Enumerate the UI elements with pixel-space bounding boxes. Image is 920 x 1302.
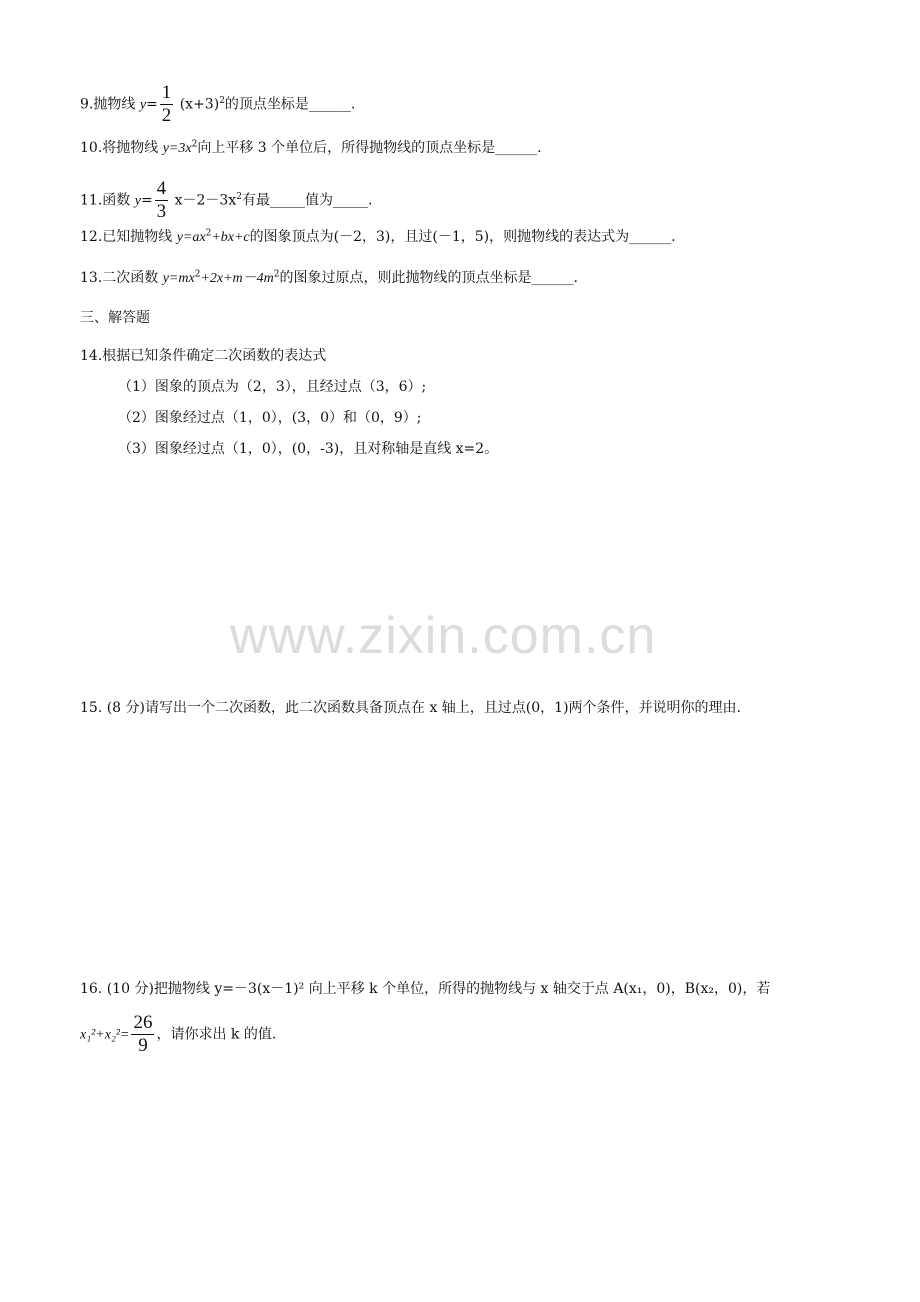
question-16-line-2 <box>80 1012 276 1057</box>
q11-text-1: 函数 <box>102 192 135 209</box>
q16-fraction-denominator: 9 <box>138 1035 148 1056</box>
q11-var-y: y <box>134 193 141 209</box>
q13-exponent-1: 2 <box>194 269 201 280</box>
question-11 <box>80 178 372 223</box>
question-16-line-1: 16. (10 分)把抛物线 y=－3(x－1)² 向上平移 k 个单位，所得的抛物线与 x 轴交于点 A(x₁，0)，B(x₂，0)，若 <box>80 981 771 997</box>
q10-text-2: 向上平移 3 个单位后，所得抛物线的顶点坐标是______. <box>197 140 542 156</box>
question-10 <box>80 138 542 159</box>
q10-number: 10. <box>80 140 103 156</box>
q16-fraction-numerator: 26 <box>133 1012 153 1033</box>
q9-number: 9. <box>80 96 94 113</box>
q12-text-1: 已知抛物线 <box>102 229 177 245</box>
q10-exponent: 2 <box>191 139 198 150</box>
q16-text: ，请你求出 k 的值. <box>156 1026 277 1043</box>
q11-text-2: x－2－3x <box>170 192 237 209</box>
q11-number: 11. <box>80 192 103 209</box>
q12-expression-1: y=ax <box>176 230 206 245</box>
q9-var-y: y <box>139 97 147 113</box>
q11-text-3: 有最_____值为_____. <box>241 192 373 209</box>
q11-fraction-numerator: 4 <box>156 178 167 199</box>
watermark: www.zixin.com.cn <box>230 607 657 665</box>
q12-exponent: 2 <box>205 228 212 239</box>
question-14-title: 14.根据已知条件确定二次函数的表达式 <box>80 348 327 364</box>
q9-text-1: 抛物线 <box>93 96 140 113</box>
q9-text-3: 的顶点坐标是______. <box>224 96 356 113</box>
q11-fraction <box>155 178 169 223</box>
q9-exponent: 2 <box>219 95 225 106</box>
q11-fraction-denominator: 3 <box>156 201 167 222</box>
q14-item-2: （2）图象经过点（1，0），(3，0）和（0，9）; <box>118 410 422 426</box>
q10-text-1: 将抛物线 <box>102 140 163 156</box>
q13-text-2: 的图象过原点，则此抛物线的顶点坐标是______. <box>279 270 578 286</box>
q13-number: 13. <box>80 270 103 286</box>
q13-expression-1: y=mx <box>162 271 195 286</box>
q16-expression: x₁²+x₂²= <box>80 1027 130 1043</box>
q9-equals: = <box>146 96 158 113</box>
question-12 <box>80 227 676 248</box>
q9-text-2: (x+3) <box>175 96 220 113</box>
question-9 <box>80 82 355 127</box>
q12-number: 12. <box>80 229 103 245</box>
question-15: 15. (8 分)请写出一个二次函数，此二次函数具备顶点在 x 轴上，且过点(0，1)两个条件，并说明你的理由. <box>80 700 741 716</box>
q13-expression-2: +2x+m－4m <box>200 271 274 286</box>
q14-item-1: （1）图象的顶点为（2，3），且经过点（3，6）; <box>118 379 427 395</box>
q14-item-3: （3）图象经过点（1，0），(0，-3)，且对称轴是直线 x=2。 <box>118 441 499 457</box>
section-heading: 三、解答题 <box>80 310 150 326</box>
q9-fraction-numerator: 1 <box>161 82 172 103</box>
q13-text-1: 二次函数 <box>102 270 163 286</box>
q12-text-2: 的图象顶点为(－2，3)，且过(－1，5)，则抛物线的表达式为______. <box>249 229 676 245</box>
q10-expression: y=3x <box>162 141 192 156</box>
q13-exponent-2: 2 <box>273 269 280 280</box>
q12-expression-2: +bx+c <box>211 230 250 245</box>
q11-exponent: 2 <box>236 191 242 202</box>
q16-fraction <box>131 1012 154 1057</box>
q9-fraction <box>160 82 174 127</box>
question-13 <box>80 268 578 289</box>
q9-fraction-denominator: 2 <box>161 105 172 126</box>
q11-equals: = <box>140 192 153 209</box>
